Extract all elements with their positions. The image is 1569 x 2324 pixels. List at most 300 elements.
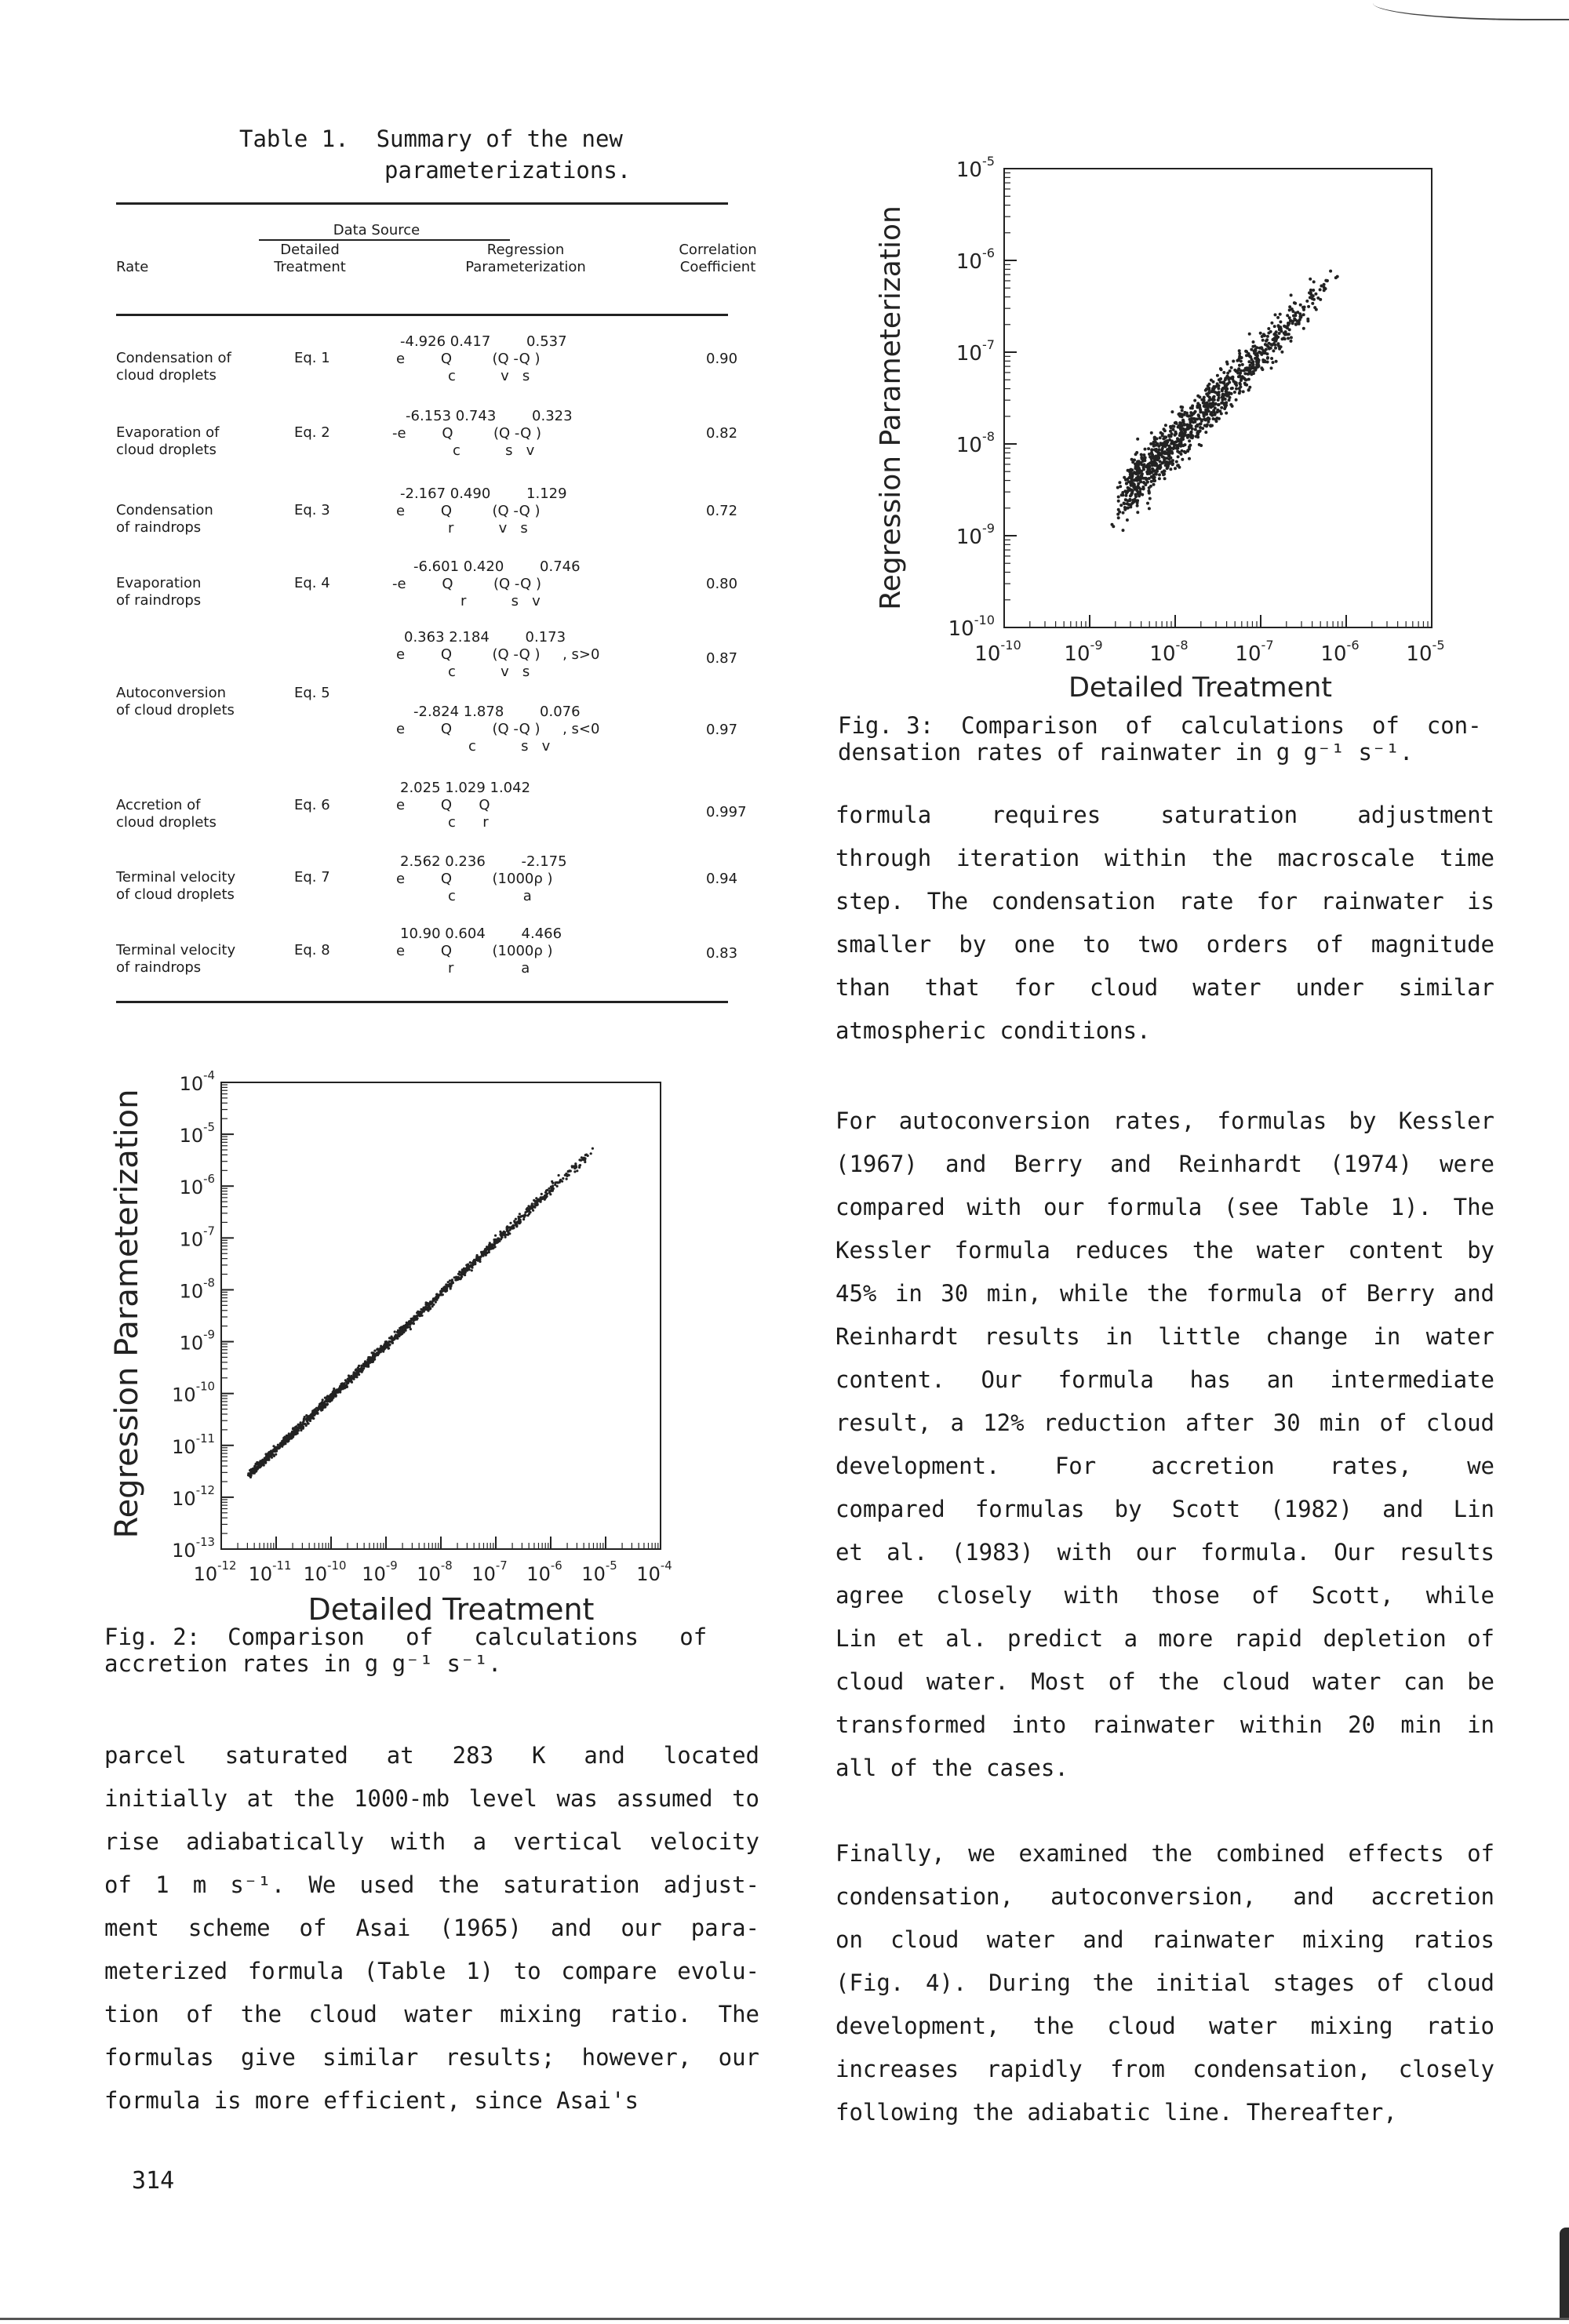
data-point <box>1123 502 1126 505</box>
data-point <box>1134 493 1138 496</box>
data-point <box>272 1453 275 1456</box>
data-point <box>1223 407 1226 410</box>
data-point <box>1157 452 1160 455</box>
text-line: ment scheme of Asai (1965) and our para- <box>104 1915 759 1941</box>
data-point <box>272 1445 275 1447</box>
data-point <box>1152 483 1156 486</box>
data-point <box>1309 278 1312 281</box>
x-tick-label: $10^{-10}$ <box>974 638 1021 666</box>
data-point <box>1149 497 1152 500</box>
table-header-regression: Regression <box>486 242 565 258</box>
data-point <box>1151 467 1154 471</box>
data-point <box>1231 376 1234 379</box>
table-row-rate: Accretion of cloud droplets <box>116 797 217 831</box>
paragraph-combined-effects <box>835 1832 1494 2134</box>
data-point <box>1224 376 1227 380</box>
data-point <box>1239 390 1242 393</box>
data-point <box>1238 355 1241 358</box>
data-point <box>1156 442 1159 446</box>
data-point <box>1164 424 1167 427</box>
data-point <box>1302 308 1305 311</box>
data-point <box>1248 333 1251 336</box>
text-line: result, a 12% reduction after 30 min of cloud <box>835 1409 1494 1436</box>
data-point <box>1152 462 1156 465</box>
data-point <box>1180 453 1183 456</box>
data-point <box>1164 464 1167 467</box>
data-point <box>1150 431 1153 435</box>
data-point <box>535 1204 537 1206</box>
data-point <box>349 1377 351 1379</box>
data-point <box>1218 378 1221 381</box>
data-point <box>1209 413 1212 416</box>
data-point <box>1181 409 1184 412</box>
x-tick-label: $10^{-9}$ <box>362 1558 398 1585</box>
data-point <box>282 1443 284 1446</box>
data-point <box>361 1366 363 1368</box>
data-point <box>256 1463 258 1465</box>
data-point <box>484 1248 486 1250</box>
y-tick-exponent: -13 <box>195 1535 215 1549</box>
text-line: atmospheric conditions. <box>835 1017 1151 1044</box>
data-point <box>566 1178 568 1180</box>
data-point <box>1203 418 1206 421</box>
text-line: Finally, we examined the combined effects of <box>835 1840 1494 1867</box>
data-point <box>1192 417 1196 420</box>
data-point <box>1169 467 1172 471</box>
data-point <box>562 1177 564 1180</box>
table-row-formula: 2.562 0.236 -2.175 e Q (1000ρ ) c a <box>396 853 567 904</box>
x-tick-label: $10^{-6}$ <box>526 1558 562 1585</box>
data-point <box>380 1349 382 1351</box>
data-point <box>584 1161 586 1163</box>
x-tick-exponent: -6 <box>550 1558 562 1573</box>
data-point <box>369 1357 372 1359</box>
x-tick-exponent: -10 <box>327 1558 347 1573</box>
x-tick-exponent: -6 <box>1346 638 1360 653</box>
data-point <box>1117 508 1120 511</box>
data-point <box>1136 499 1139 502</box>
data-point <box>507 1234 509 1236</box>
table-row-eq: Eq. 4 <box>294 575 330 591</box>
fig3-tick-labels <box>948 154 1445 666</box>
data-point <box>1152 479 1156 482</box>
text-line: of 1 m s⁻¹. We used the saturation adjust- <box>104 1871 759 1898</box>
data-point <box>571 1166 573 1169</box>
data-point <box>1141 472 1144 475</box>
x-tick-exponent: -8 <box>440 1558 453 1573</box>
data-point <box>1210 406 1213 409</box>
data-point <box>424 1308 427 1311</box>
data-point <box>1117 496 1120 499</box>
data-point <box>460 1274 462 1276</box>
table-row-eq: Eq. 7 <box>294 869 330 886</box>
data-point <box>479 1258 481 1260</box>
data-point <box>1302 327 1305 330</box>
data-point <box>1164 452 1167 455</box>
table-bottom-rule <box>116 1001 728 1003</box>
y-tick-exponent: -10 <box>974 613 995 627</box>
data-point <box>371 1361 373 1363</box>
data-point <box>426 1304 428 1306</box>
table-header-coefficient: Coefficient <box>679 259 756 275</box>
data-point <box>515 1221 518 1224</box>
data-point <box>558 1174 560 1177</box>
data-point <box>1252 340 1255 344</box>
data-point <box>294 1432 297 1435</box>
data-point <box>432 1304 435 1306</box>
data-point <box>554 1181 556 1184</box>
data-point <box>1167 447 1170 450</box>
data-point <box>1170 450 1173 453</box>
data-point <box>1153 438 1156 441</box>
fig2-plot-frame <box>221 1082 661 1549</box>
data-point <box>1208 383 1211 386</box>
data-point <box>519 1217 521 1219</box>
data-point <box>1250 358 1254 361</box>
table-header-data-source: Data Source <box>333 222 420 238</box>
table-title: Table 1. Summary of the new <box>239 125 623 152</box>
data-point <box>1214 413 1217 416</box>
y-tick-exponent: -6 <box>981 245 995 260</box>
data-point <box>262 1459 264 1461</box>
data-point <box>1157 464 1160 467</box>
data-point <box>1222 371 1225 374</box>
data-point <box>1261 358 1265 362</box>
data-point <box>1207 399 1210 402</box>
data-point <box>1194 428 1197 431</box>
data-point <box>1130 493 1133 496</box>
data-point <box>1199 426 1202 429</box>
data-point <box>1140 453 1143 456</box>
data-point <box>1126 507 1129 510</box>
data-point <box>397 1334 399 1337</box>
data-point <box>1214 391 1218 395</box>
data-point <box>1251 345 1254 348</box>
data-point <box>1161 434 1164 437</box>
y-tick-exponent: -4 <box>203 1068 215 1082</box>
data-point <box>455 1276 457 1278</box>
data-point <box>490 1248 492 1250</box>
data-point <box>1202 411 1205 414</box>
page-edge-top <box>1373 0 1569 20</box>
data-point <box>1174 421 1178 424</box>
data-point <box>326 1403 329 1406</box>
data-point <box>408 1321 410 1323</box>
data-point <box>511 1225 514 1227</box>
data-point <box>1167 462 1170 465</box>
data-point <box>1191 427 1194 431</box>
data-point <box>1272 361 1275 364</box>
data-point <box>354 1373 356 1376</box>
data-point <box>1149 442 1152 446</box>
data-point <box>1136 438 1139 441</box>
data-point <box>1149 456 1152 459</box>
text-line: increases rapidly from condensation, closely <box>835 2056 1494 2082</box>
y-tick-label: $10^{-4}$ <box>179 1068 215 1095</box>
data-point <box>489 1242 491 1244</box>
data-point <box>479 1260 481 1263</box>
text-line: Lin et al. predict a more rapid depletion of <box>835 1625 1494 1652</box>
table-row-corr-alt: 0.97 <box>706 722 738 738</box>
table-header-treatment: Treatment <box>274 259 346 275</box>
table-row-formula: -2.167 0.490 1.129 e Q (Q -Q ) r v s <box>396 486 567 536</box>
data-point <box>1230 387 1233 390</box>
data-point <box>1226 362 1229 366</box>
data-point <box>1218 403 1221 406</box>
data-point <box>576 1169 578 1172</box>
table-row-rate: Condensation of cloud droplets <box>116 350 231 384</box>
data-point <box>537 1198 540 1201</box>
page-number: 314 <box>132 2167 175 2195</box>
data-point <box>395 1337 398 1340</box>
table-header-detailed: Detailed <box>280 242 340 258</box>
data-point <box>1125 482 1128 486</box>
data-point <box>1266 345 1269 348</box>
data-point <box>1273 325 1276 328</box>
data-point <box>249 1476 252 1478</box>
y-tick-exponent: -7 <box>981 337 995 352</box>
data-point <box>306 1420 308 1422</box>
data-point <box>410 1322 413 1324</box>
x-tick-exponent: -9 <box>1090 638 1103 653</box>
fig3-y-axis-label: Regression Parameterization <box>875 205 907 610</box>
data-point <box>257 1466 260 1468</box>
table-row-formula: -4.926 0.417 0.537 e Q (Q -Q ) c v s <box>396 333 567 384</box>
data-point <box>1283 337 1287 340</box>
data-point <box>1150 480 1153 483</box>
data-point <box>1311 302 1314 305</box>
data-point <box>1194 410 1197 413</box>
data-point <box>1127 486 1130 489</box>
data-point <box>1232 380 1236 383</box>
text-line: rise adiabatically with a vertical velocity <box>104 1828 759 1855</box>
data-point <box>449 1279 451 1282</box>
data-point <box>1290 293 1293 296</box>
data-point <box>1264 343 1267 346</box>
data-point <box>260 1461 263 1464</box>
data-point <box>1242 376 1245 380</box>
data-point <box>534 1200 537 1202</box>
data-point <box>265 1457 268 1460</box>
data-point <box>551 1180 553 1183</box>
data-point <box>1225 387 1228 391</box>
text-line: content. Our formula has an intermediate <box>835 1366 1494 1393</box>
data-point <box>1128 499 1131 502</box>
data-point <box>1324 279 1327 282</box>
data-point <box>1266 352 1269 355</box>
data-point <box>1138 467 1141 470</box>
data-point <box>401 1327 403 1329</box>
data-point <box>1163 469 1166 472</box>
data-point <box>1167 434 1170 437</box>
y-tick-label: $10^{-5}$ <box>179 1120 215 1147</box>
data-point <box>1256 362 1259 366</box>
data-point <box>1203 405 1206 408</box>
data-point <box>1174 431 1178 434</box>
text-line: condensation, autoconversion, and accretion <box>835 1883 1494 1910</box>
data-point <box>344 1385 347 1387</box>
y-tick-exponent: -8 <box>981 429 995 444</box>
y-tick-label: $10^{-10}$ <box>172 1379 215 1406</box>
x-tick-label: $10^{-6}$ <box>1320 638 1360 666</box>
data-point <box>1212 396 1215 399</box>
data-point <box>1145 478 1148 481</box>
y-tick-exponent: -6 <box>203 1172 215 1187</box>
data-point <box>405 1326 407 1329</box>
data-point <box>1146 481 1149 484</box>
data-point <box>1193 399 1196 402</box>
data-point <box>1239 383 1242 386</box>
data-point <box>464 1269 466 1271</box>
data-point <box>266 1453 268 1455</box>
data-point <box>1146 467 1149 471</box>
data-point <box>349 1380 351 1382</box>
data-point <box>410 1318 413 1320</box>
data-point <box>1176 450 1179 453</box>
data-point <box>1247 369 1250 372</box>
data-point <box>491 1243 493 1246</box>
data-point <box>1207 406 1210 409</box>
data-point <box>317 1407 319 1409</box>
data-point <box>1188 439 1191 442</box>
fig3-x-axis-label: Detailed Treatment <box>1068 672 1333 704</box>
data-point <box>276 1447 278 1449</box>
data-point <box>1160 452 1163 455</box>
data-point <box>1230 392 1233 395</box>
data-point <box>399 1327 401 1329</box>
data-point <box>1167 445 1170 448</box>
y-tick-exponent: -9 <box>981 521 995 536</box>
data-point <box>1150 451 1153 454</box>
data-point <box>1176 446 1179 449</box>
data-point <box>578 1166 581 1169</box>
data-point <box>1308 291 1311 294</box>
data-point <box>1120 493 1123 496</box>
fig3-caption: Fig. 3: Comparison of calculations of con- densation rates of rainwater in g g⁻¹ s⁻¹. <box>838 712 1482 766</box>
table-header-rule <box>116 314 728 316</box>
data-point <box>457 1277 460 1279</box>
text-line: compared with our formula (see Table 1). The <box>835 1194 1494 1220</box>
data-point <box>1240 379 1243 382</box>
data-point <box>1294 302 1297 305</box>
data-point <box>540 1201 542 1203</box>
data-point <box>1205 413 1208 416</box>
data-point <box>1233 369 1236 372</box>
data-point <box>1137 482 1140 486</box>
text-line: initially at the 1000-mb level was assumed to <box>104 1785 759 1812</box>
text-line: compared formulas by Scott (1982) and Lin <box>835 1496 1494 1522</box>
data-point <box>476 1254 479 1257</box>
data-point <box>1126 518 1129 522</box>
data-point <box>1241 363 1244 366</box>
data-point <box>1334 276 1338 279</box>
data-point <box>300 1427 302 1430</box>
data-point <box>290 1433 293 1435</box>
data-point <box>566 1175 568 1177</box>
data-point <box>1183 450 1186 453</box>
data-point <box>1135 451 1138 454</box>
data-point <box>497 1241 499 1243</box>
data-point <box>297 1424 300 1426</box>
table-header-rate: Rate <box>116 259 149 275</box>
x-tick-label: $10^{-12}$ <box>193 1558 237 1585</box>
data-point <box>1252 372 1255 375</box>
data-point <box>282 1437 285 1439</box>
data-point <box>475 1259 478 1261</box>
data-point <box>1192 435 1195 438</box>
text-line: meterized formula (Table 1) to compare evolu- <box>104 1958 759 1984</box>
data-point <box>1172 442 1175 446</box>
data-point <box>1310 294 1313 297</box>
data-point <box>1212 385 1215 388</box>
data-point <box>373 1350 376 1352</box>
data-point <box>384 1345 386 1347</box>
data-point <box>250 1469 253 1471</box>
text-line: development, the cloud water mixing ratio <box>835 2013 1494 2039</box>
data-point <box>567 1170 570 1173</box>
data-point <box>319 1406 322 1408</box>
data-point <box>1170 427 1173 430</box>
data-point <box>1198 395 1201 398</box>
data-point <box>574 1162 577 1165</box>
data-point <box>442 1293 444 1296</box>
data-point <box>1155 473 1158 476</box>
data-point <box>450 1287 452 1289</box>
data-point <box>1280 351 1283 354</box>
y-tick-exponent: -7 <box>203 1224 215 1238</box>
data-point <box>1274 313 1277 316</box>
data-point <box>347 1378 349 1380</box>
data-point <box>1176 464 1179 467</box>
data-point <box>1273 340 1276 343</box>
data-point <box>1186 449 1189 452</box>
data-point <box>1118 481 1121 484</box>
data-point <box>1196 435 1200 438</box>
data-point <box>1199 406 1202 409</box>
data-point <box>337 1391 340 1393</box>
data-point <box>592 1147 594 1150</box>
data-point <box>391 1339 394 1341</box>
data-point <box>1147 447 1150 450</box>
text-line: step. The condensation rate for rainwater is <box>835 888 1494 915</box>
data-point <box>1269 330 1272 333</box>
y-tick-label: $10^{-8}$ <box>179 1275 215 1303</box>
data-point <box>436 1297 439 1299</box>
data-point <box>541 1193 543 1195</box>
data-point <box>380 1345 382 1347</box>
text-line: through iteration within the macroscale time <box>835 845 1494 871</box>
x-tick-label: $10^{-5}$ <box>581 1558 617 1585</box>
y-tick-label: $10^{-11}$ <box>172 1431 215 1458</box>
data-point <box>1178 424 1181 427</box>
data-point <box>1180 422 1183 425</box>
data-point <box>545 1195 548 1198</box>
data-point <box>1266 356 1269 359</box>
data-point <box>1174 467 1177 470</box>
data-point <box>1179 434 1182 437</box>
data-point <box>1129 473 1132 476</box>
data-point <box>1144 483 1147 486</box>
data-point <box>1197 402 1200 406</box>
text-line: formula requires saturation adjustment <box>835 802 1494 828</box>
data-point <box>1221 388 1224 391</box>
data-point <box>533 1206 536 1209</box>
data-point <box>1305 300 1309 303</box>
text-line: For autoconversion rates, formulas by Kessler <box>835 1107 1494 1134</box>
y-tick-label: $10^{-7}$ <box>179 1224 215 1251</box>
data-point <box>1227 376 1230 380</box>
data-point <box>1278 332 1281 335</box>
